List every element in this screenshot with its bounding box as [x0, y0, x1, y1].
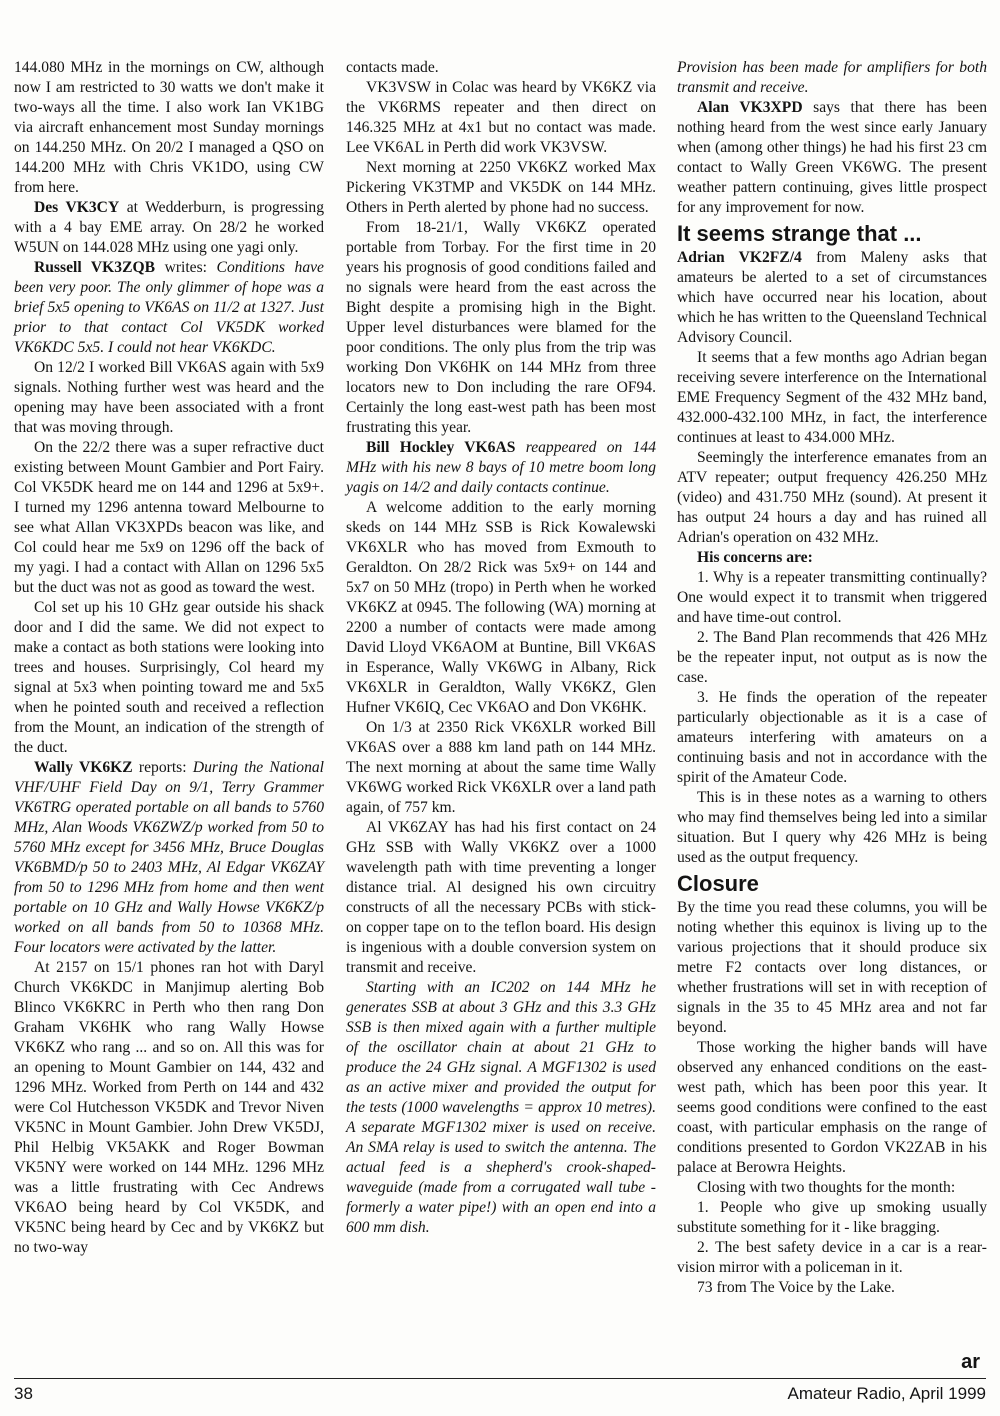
paragraph: 2. The best safety device in a car is a rear-vision mirror with a policeman in it. — [677, 1239, 987, 1276]
section-heading: It seems strange that ... — [677, 221, 922, 246]
callsign-name: Russell VK3ZQB — [34, 259, 156, 276]
quoted-report: Starting with an IC202 on 144 MHz he generates SSB at about 3 GHz and this 3.3 GHz SSB is then mixed again with a further multiple of the oscillator chain at about 21 GHz to produce the 24 GHz signal. A MGF1302 is used as an active mixer and provided the output for the tests (1000 wavelengths = approx 10 metres). A separate MGF1302 mixer is used on receive. An SMA relay is used to switch the antenna. The actual feed is a shepherd's crook-shaped-waveguide (made from a corrugated wall tube - formerly a water pipe!) with an open end into a 600 mm dish. — [346, 979, 656, 1236]
callsign-name: Wally VK6KZ — [34, 759, 133, 776]
paragraph: 144.080 MHz in the mornings on CW, although now I am restricted to 30 watts we don't make it two-ways all the time. I also work Ian VK1BG via aircraft enhancement most Sunday mornings on 144.250 MHz. On 20/2 I managed a QSO on 144.200 MHz with Chris VK1DO, using CW from here. — [14, 59, 324, 196]
column-3 — [677, 58, 987, 1298]
quoted-report: During the National VHF/UHF Field Day on 9/1, Terry Grammer VK6TRG operated portable on all bands to 5760 MHz, Alan Woods VK6ZWZ/p worked from 50 to 5760 MHz except for 3456 MHz, Bruce Douglas VK6BMD/p 50 to 2403 MHz, Al Edgar VK6ZAY from 50 to 1296 MHz from home and then went portable on 10 GHz and Wally Howse VK6KZ/p worked on all bands from 50 to 10368 MHz. Four locators were activated by the latter. — [14, 759, 324, 956]
column-1 — [14, 58, 324, 1258]
paragraph: VK3VSW in Colac was heard by VK6KZ via the VK6RMS repeater and then direct on 146.325 MHz at 4x1 but no contact was made. Lee VK6AL in Perth did work VK3VSW. — [346, 79, 656, 156]
paragraph: By the time you read these columns, you will be noting whether this equinox is living up to the various projections that it should produce six metre F2 contacts over long distances, or whether frustrations will set in with reception of signals in the 35 to 45 MHz area and not far beyond. — [677, 899, 987, 1036]
footer-divider — [14, 1378, 986, 1379]
paragraph: 1. People who give up smoking usually substitute something for it - like bragging. — [677, 1199, 987, 1236]
paragraph: Al VK6ZAY has had his first contact on 24 GHz SSB with Wally VK6KZ over a 1000 wavelength path with time preventing a longer distance trial. Al designed his own circuitry constructs of all the necessary PCBs with stick-on copper tape on to the teflon board. His design is ingenious with a double conversion system on transmit and receive. — [346, 819, 656, 976]
paragraph: Next morning at 2250 VK6KZ worked Max Pickering VK3TMP and VK5DK on 144 MHz. Others in Perth alerted by phone had no success. — [346, 159, 656, 216]
paragraph — [677, 248, 987, 348]
paragraph: This is in these notes as a warning to others who may find themselves being led into a similar situation. But I query why 426 MHz is being used as the output frequency. — [677, 789, 987, 866]
paragraph: 3. He finds the operation of the repeater particularly objectionable as it is a case of amateurs interfering with amateurs on a continuing basis and not in accordance with the spirit of the Amateur Code. — [677, 689, 987, 786]
subheading: His concerns are: — [697, 549, 813, 566]
callsign-name: Des VK3CY — [34, 199, 120, 216]
quoted-report: Conditions have been very poor. The only glimmer of hope was a brief 5x5 opening to VK6AS on 11/2 at 1327. Just prior to that contact Col VK5DK worked VK6KDC 5x5. I could not hear VK6KDC. — [14, 259, 324, 356]
end-of-article-mark: ar — [961, 1351, 980, 1373]
paragraph — [677, 98, 987, 218]
paragraph: On the 22/2 there was a super refractive duct existing between Mount Gambier and Port Fairy. Col VK5DK heard me on 144 and 1296 at 5x9+. I turned my 1296 antenna toward Melbourne to see what Allan VK3XPDs beacon was like, and Col could hear me 5x9 on 1296 off the back of my yagi. I had a contact with Allan on 1296 5x5 but the duct was not as good as toward the west. — [14, 439, 324, 596]
publication-footer: Amateur Radio, April 1999 — [787, 1384, 986, 1403]
paragraph: Seemingly the interference emanates from an ATV repeater; output frequency 426.250 MHz (video) and 431.750 MHz (sound). At present it has output 24 hours a day and has ruined all Adrian's operation on 432 MHz. — [677, 449, 987, 546]
section-heading: Closure — [677, 871, 759, 896]
paragraph-text: says that there has been nothing heard from the west since early January when (among other things) he had his first 23 cm contact to Wally Green VK6WG. The present weather pattern continuing, gives little prospect for any improvement for now. — [677, 99, 987, 216]
paragraph — [346, 978, 656, 1238]
paragraph: A welcome addition to the early morning skeds on 144 MHz SSB is Rick Kowalewski VK6XLR who has moved from Exmouth to Geraldton. On 28/2 Rick was 5x9+ on 144 and 5x7 on 50 MHz (tropo) in Perth when he worked VK6KZ at 0945. The following (WA) morning at 2200 a number of contacts were made among David Lloyd VK6AOM at Buntine, Bill VK6AS in Esperance, Wally VK6WG in Albany, Rick VK6XLR in Geraldton, Wally VK6KZ, Glen Hufner VK6IQ, Cec VK6AO and Don VK6HK. — [346, 499, 656, 716]
paragraph: 73 from The Voice by the Lake. — [697, 1279, 895, 1296]
paragraph — [346, 438, 656, 498]
paragraph: On 12/2 I worked Bill VK6AS again with 5x9 signals. Nothing further west was heard and the opening may have been associated with a front that was moving through. — [14, 359, 324, 436]
paragraph-text: at Wedderburn, is progressing with a 4 bay EME array. On 28/2 he worked W5UN on 144.028 MHz using one yagi only. — [14, 199, 324, 256]
paragraph — [14, 758, 324, 958]
paragraph: Col set up his 10 GHz gear outside his shack door and I did the same. We did not expect to make a contact as both stations were looking into trees and houses. Surprisingly, Col heard my signal at 5x3 when pointing toward me and 5x5 when he pointed south and received a reflection from the Mount, an indication of the strength of the duct. — [14, 599, 324, 756]
paragraph: At 2157 on 15/1 phones ran hot with Daryl Church VK6KDC in Manjimup alerting Bob Blinco VK6KRC in Perth who then rang Don Graham VK6HK who rang Wally Howse VK6KZ who rang ... and so on. All this was for an opening to Mount Gambier on 144, 432 and 1296 MHz. Worked from Perth on 144 and 432 were Col Hutchesson VK5DK and Trevor Niven VK5NC in Mount Gambier. John Drew VK5DJ, Phil Helbig VK5AKK and Roger Bowman VK5NY were worked on 144 MHz. 1296 MHz was a little frustrating with Cec Andrews VK6AO being heard by Col VK5DK, and VK5NC being heard by Cec and by VK6KZ but no two-way — [14, 959, 324, 1256]
paragraph-text: from Maleny asks that amateurs be alerted to a set of circumstances which have occurred near his location, about which he has written to the Queensland Technical Advisory Council. — [677, 249, 987, 346]
paragraph: On 1/3 at 2350 Rick VK6XLR worked Bill VK6AS over a 888 km land path on 144 MHz. The next morning at about the same time Wally VK6WG worked Rick VK6XLR over a land path again, of 757 km. — [346, 719, 656, 816]
callsign-name: Alan VK3XPD — [697, 99, 803, 116]
paragraph: Closing with two thoughts for the month: — [697, 1179, 956, 1196]
quoted-report: reappeared on 144 MHz with his new 8 bays of 10 metre boom long yagis on 14/2 and daily contacts continue. — [346, 439, 656, 496]
paragraph: From 18-21/1, Wally VK6KZ operated portable from Torbay. For the first time in 20 years his prognosis of good conditions failed and no signals were heard from the east across the Bight despite a promising high in the Bight. Upper level disturbances were blamed for the poor conditions. The only plus from the trip was working Don VK6HK on 144 MHz from three locators new to Don including the rare OF94. Certainly the long east-west path has been most frustrating this year. — [346, 219, 656, 436]
paragraph: Those working the higher bands will have observed any enhanced conditions on the east-west path, which has been poor this year. It seems good conditions were confined to the east coast, with particular emphasis on the range of conditions presented to Gordon VK2ZAB in his palace at Berowra Heights. — [677, 1039, 987, 1176]
page-number: 38 — [14, 1384, 33, 1403]
callsign-name: Adrian VK2FZ/4 — [677, 249, 802, 266]
paragraph — [14, 258, 324, 358]
quoted-report: Provision has been made for amplifiers for both transmit and receive. — [677, 59, 987, 96]
column-2 — [346, 58, 656, 1238]
paragraph: contacts made. — [346, 59, 439, 76]
paragraph-text: writes: — [155, 259, 217, 276]
paragraph-text: reports: — [132, 759, 193, 776]
paragraph — [677, 58, 987, 98]
paragraph: It seems that a few months ago Adrian began receiving severe interference on the International EME Frequency Segment of the 432 MHz band, 432.000-432.100 MHz, in fact, the interference continues at least to 434.000 MHz. — [677, 349, 987, 446]
paragraph — [14, 198, 324, 258]
paragraph: 1. Why is a repeater transmitting continually? One would expect it to transmit when triggered and have time-out control. — [677, 569, 987, 626]
paragraph: 2. The Band Plan recommends that 426 MHz be the repeater input, not output as is now the case. — [677, 629, 987, 686]
callsign-name: Bill Hockley VK6AS — [366, 439, 516, 456]
